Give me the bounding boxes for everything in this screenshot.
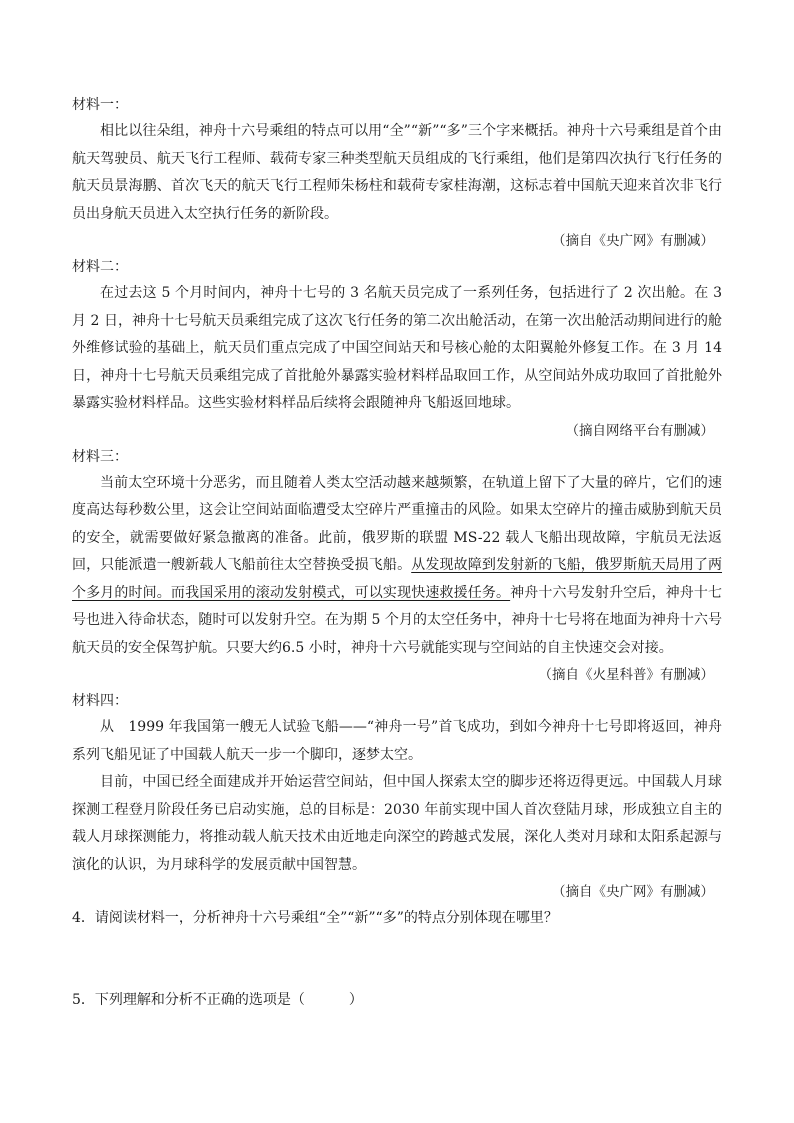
paragraph-text: 当前太空环境十分恶劣，而且随着人类太空活动越来越频繁，在轨道上留下了大量的碎片，它们的速度高达每秒数公里，这会让空间站面临遭受太空碎片严重撞击的风险。如果太空碎片的撞击威胁到航天员的安全，就需要做好紧急撤离的准备。此前，俄罗斯的联盟 MS-22 载人飞船出现故障，宇航员无法返回，只能派遣一艘新载人飞船前往太空替换受损飞船。 xyxy=(72,474,722,573)
material-paragraph xyxy=(72,470,722,663)
material-source: （摘自《央广网》有删减） xyxy=(552,233,714,249)
question-5-close: ） xyxy=(348,992,363,1008)
material-two xyxy=(72,254,722,444)
material-heading: 材料一： xyxy=(72,97,128,113)
underlined-sentence: 从发现故障到发射新的飞船，俄罗斯航天局用了两个多月的时间。而我国采用的滚动发射模式，可以实现快速救援任务。 xyxy=(72,557,723,601)
material-paragraph: 从 1999 年我国第一艘无人试验飞船——“神舟一号”首飞成功，到如今神舟十七号即将返回，神舟系列飞船见证了中国载人航天一步一个脚印，逐梦太空。 xyxy=(72,719,722,763)
paragraph-text: 神舟十六号发射升空后，神舟十七号也进入待命状态，随时可以发射升空。在为期 5 个月的太空任务中，神舟十七号将在地面为神舟十六号航天员的安全保驾护航。只要大约6.5 小时，神舟十六号就能实现与空间站的自主快速交会对接。 xyxy=(72,584,723,656)
question-4: 4．请阅读材料一，分析神舟十六号乘组“全”“新”“多”的特点分别体现在哪里？ xyxy=(72,910,558,926)
material-four xyxy=(72,688,722,905)
material-paragraph: 相比以往朵组，神舟十六号乘组的特点可以用“全”“新”“多”三个字来概括。神舟十六号乘组是首个由航天驾驶员、航天飞行工程师、载荷专家三种类型航天员组成的飞行乘组，他们是第四次执行飞行任务的航天员景海鹏、首次飞天的航天飞行工程师朱杨柱和载荷专家桂海潮，这标志着中国航天迎来首次非飞行员出身航天员进入太空执行任务的新阶段。 xyxy=(72,123,722,222)
material-heading: 材料三： xyxy=(72,448,128,465)
material-heading: 材料二： xyxy=(72,259,128,275)
material-paragraph: 在过去这 5 个月时间内，神舟十七号的 3 名航天员完成了一系列任务，包括进行了 2 次出舱。在 3 月 2 日，神舟十七号航天员乘组完成了这次飞行任务的第二次出舱活动，在第一次出舱活动期间进行的舱外维修试验的基础上，航天员们重点完成了中国空间站天和号核心舱的太阳翼舱外修复工作。在 3 月 14 日，神舟十七号航天员乘组完成了首批舱外暴露实验材料样品取回工作，从空间站外成功取回了首批舱外暴露实验材料样品。这些实验材料样品后续将会跟随神舟飞船返回地球。 xyxy=(72,285,722,411)
question-5 xyxy=(72,987,722,1013)
question-5-text: 5．下列理解和分析不正确的选项是（ xyxy=(72,992,305,1008)
material-paragraph: 目前，中国已经全面建成并开始运营空间站，但中国人探索太空的脚步还将迈得更远。中国载人月球探测工程登月阶段任务已启动实施，总的目标是：2030 年前实现中国人首次登陆月球，形成独立自主的载人月球探测能力，将推动载人航天技术由近地走向深空的跨越式发展，深化人类对月球和太阳系起源与演化的认识，为月球科学的发展贡献中国智慧。 xyxy=(72,774,722,873)
material-source: （摘自《火星科普》有删减） xyxy=(538,667,714,683)
material-source: （摘自《央广网》有删减） xyxy=(552,884,714,900)
material-three xyxy=(72,444,722,689)
material-heading: 材料四： xyxy=(72,693,128,709)
material-one xyxy=(72,92,722,254)
document-page xyxy=(72,92,722,1013)
material-source: （摘自网络平台有删减） xyxy=(565,422,714,439)
